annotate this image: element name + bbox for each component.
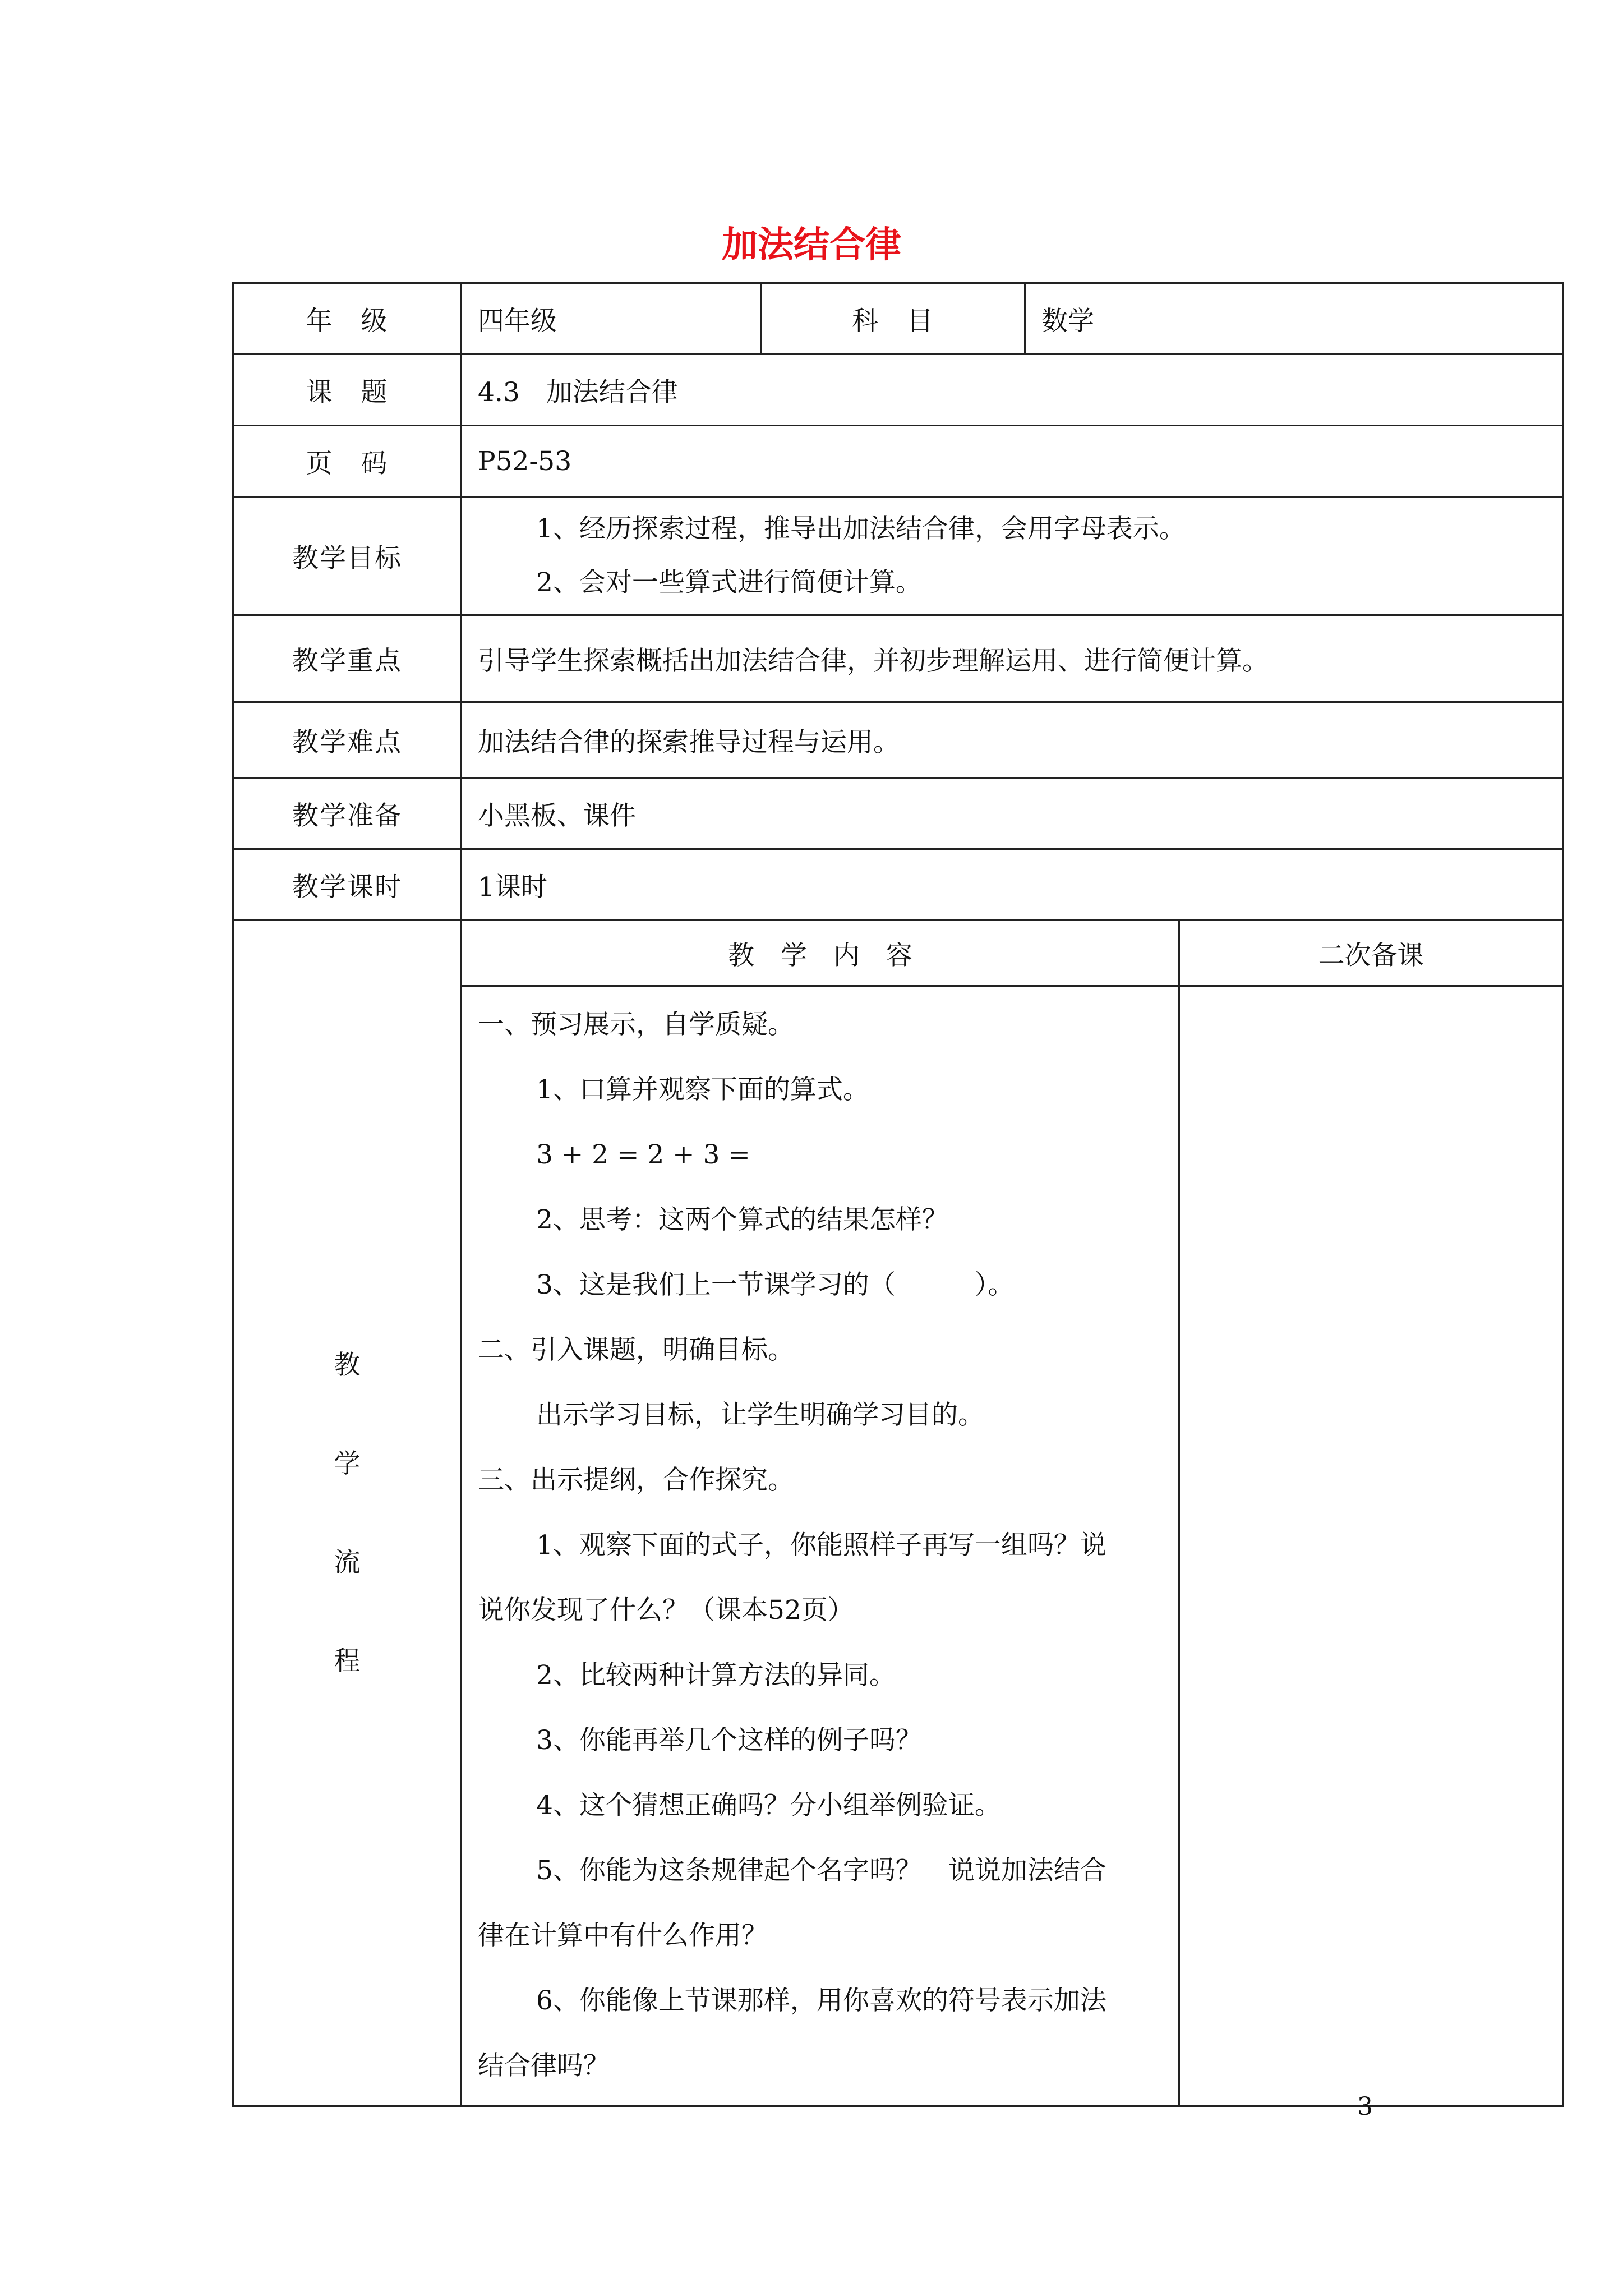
row-key-points	[233, 615, 1563, 702]
secondary-notes-cell	[1179, 986, 1563, 2106]
grade-value: 四年级	[462, 283, 762, 355]
document-title: 加法结合律	[722, 224, 901, 266]
content-line: 5、你能为这条规律起个名字吗？ 说说加法结合	[536, 1855, 1106, 1886]
content-line: 3、这是我们上一节课学习的（ ）。	[536, 1269, 1015, 1300]
content-line: 1、观察下面的式子，你能照样子再写一组吗？说	[536, 1530, 1106, 1561]
flow-label-char: 教	[334, 1349, 361, 1381]
row-topic	[233, 355, 1563, 426]
subject-label: 科 目	[762, 283, 1025, 355]
flow-label-char: 程	[334, 1645, 361, 1677]
content-line: 2、比较两种计算方法的异同。	[536, 1660, 896, 1691]
pages-value: P52-53	[462, 426, 1563, 497]
content-line: 说你发现了什么？（课本52页）	[478, 1595, 854, 1626]
key-points-label: 教学重点	[233, 615, 462, 702]
difficulties-label: 教学难点	[233, 702, 462, 778]
teaching-content	[462, 986, 1179, 2106]
periods-label: 教学课时	[233, 849, 462, 921]
content-line: 一、预习展示，自学质疑。	[478, 1009, 794, 1040]
preparation-label: 教学准备	[233, 778, 462, 849]
lesson-plan-table	[232, 282, 1564, 2107]
topic-label: 课 题	[233, 355, 462, 426]
key-points-value: 引导学生探索概括出加法结合律，并初步理解运用、进行简便计算。	[462, 615, 1563, 702]
subject-value: 数学	[1025, 283, 1563, 355]
content-line: 3 + 2 = 2 + 3 =	[536, 1139, 750, 1170]
row-difficulties	[233, 702, 1563, 778]
row-periods	[233, 849, 1563, 921]
goal-item: 2、会对一些算式进行简便计算。	[536, 567, 922, 598]
preparation-value: 小黑板、课件	[462, 778, 1563, 849]
goals-list	[462, 497, 1563, 615]
flow-label	[233, 921, 462, 2106]
goal-item: 1、经历探索过程，推导出加法结合律，会用字母表示。	[536, 513, 1186, 544]
content-line: 4、这个猜想正确吗？分小组举例验证。	[536, 1790, 1001, 1821]
row-flow-header	[233, 921, 1563, 986]
row-preparation	[233, 778, 1563, 849]
difficulties-value: 加法结合律的探索推导过程与运用。	[462, 702, 1563, 778]
content-line: 律在计算中有什么作用？	[478, 1920, 768, 1951]
content-line: 二、引入课题，明确目标。	[478, 1335, 794, 1365]
content-line: 1、口算并观察下面的算式。	[536, 1074, 869, 1105]
page-number: 3	[1357, 2092, 1373, 2121]
content-line: 出示学习目标，让学生明确学习目的。	[536, 1400, 984, 1430]
periods-value: 1课时	[462, 849, 1563, 921]
flow-label-char: 流	[334, 1547, 361, 1578]
flow-label-char: 学	[334, 1448, 361, 1479]
notes-header: 二次备课	[1179, 921, 1563, 986]
content-line: 6、你能像上节课那样，用你喜欢的符号表示加法	[536, 1985, 1106, 2016]
goals-label: 教学目标	[233, 497, 462, 615]
content-line: 结合律吗？	[478, 2050, 610, 2081]
row-grade	[233, 283, 1563, 355]
content-line: 2、思考：这两个算式的结果怎样？	[536, 1204, 948, 1235]
content-line: 3、你能再举几个这样的例子吗？	[536, 1725, 922, 1756]
topic-value: 4.3 加法结合律	[462, 355, 1563, 426]
content-header: 教 学 内 容	[462, 921, 1179, 986]
grade-label: 年 级	[233, 283, 462, 355]
row-goals	[233, 497, 1563, 615]
pages-label: 页 码	[233, 426, 462, 497]
row-pages	[233, 426, 1563, 497]
content-line: 三、出示提纲，合作探究。	[478, 1465, 794, 1496]
